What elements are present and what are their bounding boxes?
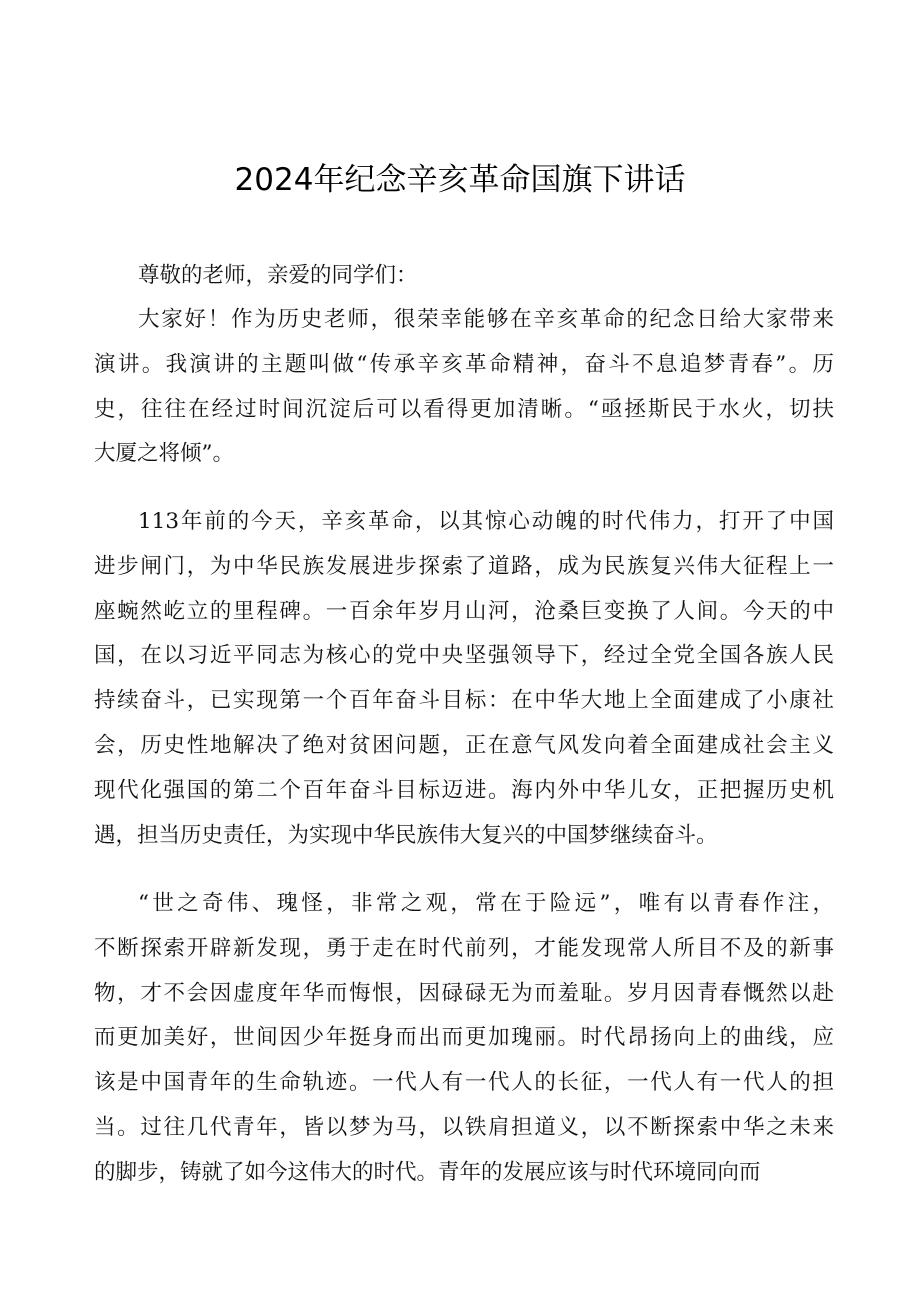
paragraph-line: 113年前的今天，辛亥革命，以其惊心动魄的时代伟力，打开了中国: [138, 509, 834, 534]
greeting-text: 尊敬的老师，亲爱的同学们：: [138, 263, 418, 288]
paragraph-line: 史，往往在经过时间沉淀后可以看得更加清晰。“亟拯斯民于水火，切扶: [94, 396, 834, 422]
paragraph-line: 而更加美好，世间因少年挺身而出而更加瑰丽。时代昂扬向上的曲线，应: [94, 1025, 834, 1051]
paragraph-line: 现代化强国的第二个百年奋斗目标迈进。海内外中华儿女，正把握历史机: [94, 777, 834, 803]
paragraph-line: 物，才不会因虚度年华而悔恨，因碌碌无为而羞耻。岁月因青春慨然以赴: [94, 980, 834, 1006]
paragraph-line: 会，历史性地解决了绝对贫困问题，正在意气风发向着全面建成社会主义: [94, 732, 834, 758]
paragraph-1: [94, 298, 834, 477]
paragraph-line: “世之奇伟、瑰怪，非常之观，常在于险远”，唯有以青春作注，: [138, 891, 834, 916]
paragraph-line: 演讲。我演讲的主题叫做“传承辛亥革命精神，奋斗不息追梦青春”。历: [94, 351, 834, 377]
document-title: 2024年纪念辛亥革命国旗下讲话: [234, 162, 686, 198]
paragraph-line: 遇，担当历史责任，为实现中华民族伟大复兴的中国梦继续奋斗。: [94, 822, 718, 848]
greeting-line: [94, 254, 834, 299]
paragraph-2: [94, 500, 834, 858]
paragraph-line: 国，在以习近平同志为核心的党中央坚强领导下，经过全党全国各族人民: [94, 643, 834, 669]
paragraph-3: [94, 882, 834, 1196]
paragraph-line: 不断探索开辟新发现，勇于走在时代前列，才能发现常人所目不及的新事: [94, 935, 834, 961]
paragraph-line: 大厦之将倾”。: [94, 441, 234, 467]
paragraph-line: 大家好！作为历史老师，很荣幸能够在辛亥革命的纪念日给大家带来: [138, 307, 834, 332]
paragraph-line: 持续奋斗，已实现第一个百年奋斗目标：在中华大地上全面建成了小康社: [94, 688, 834, 714]
paragraph-line: 座蜿然屹立的里程碑。一百余年岁月山河，沧桑巨变换了人间。今天的中: [94, 598, 834, 624]
paragraph-line: 进步闸门，为中华民族发展进步探索了道路，成为民族复兴伟大征程上一: [94, 553, 834, 579]
paragraph-line: 的脚步，铸就了如今这伟大的时代。青年的发展应该与时代环境同向而: [94, 1159, 761, 1185]
paragraph-line: 该是中国青年的生命轨迹。一代人有一代人的长征，一代人有一代人的担: [94, 1070, 834, 1096]
paragraph-line: 当。过往几代青年，皆以梦为马，以铁肩担道义，以不断探索中华之未来: [94, 1114, 834, 1140]
